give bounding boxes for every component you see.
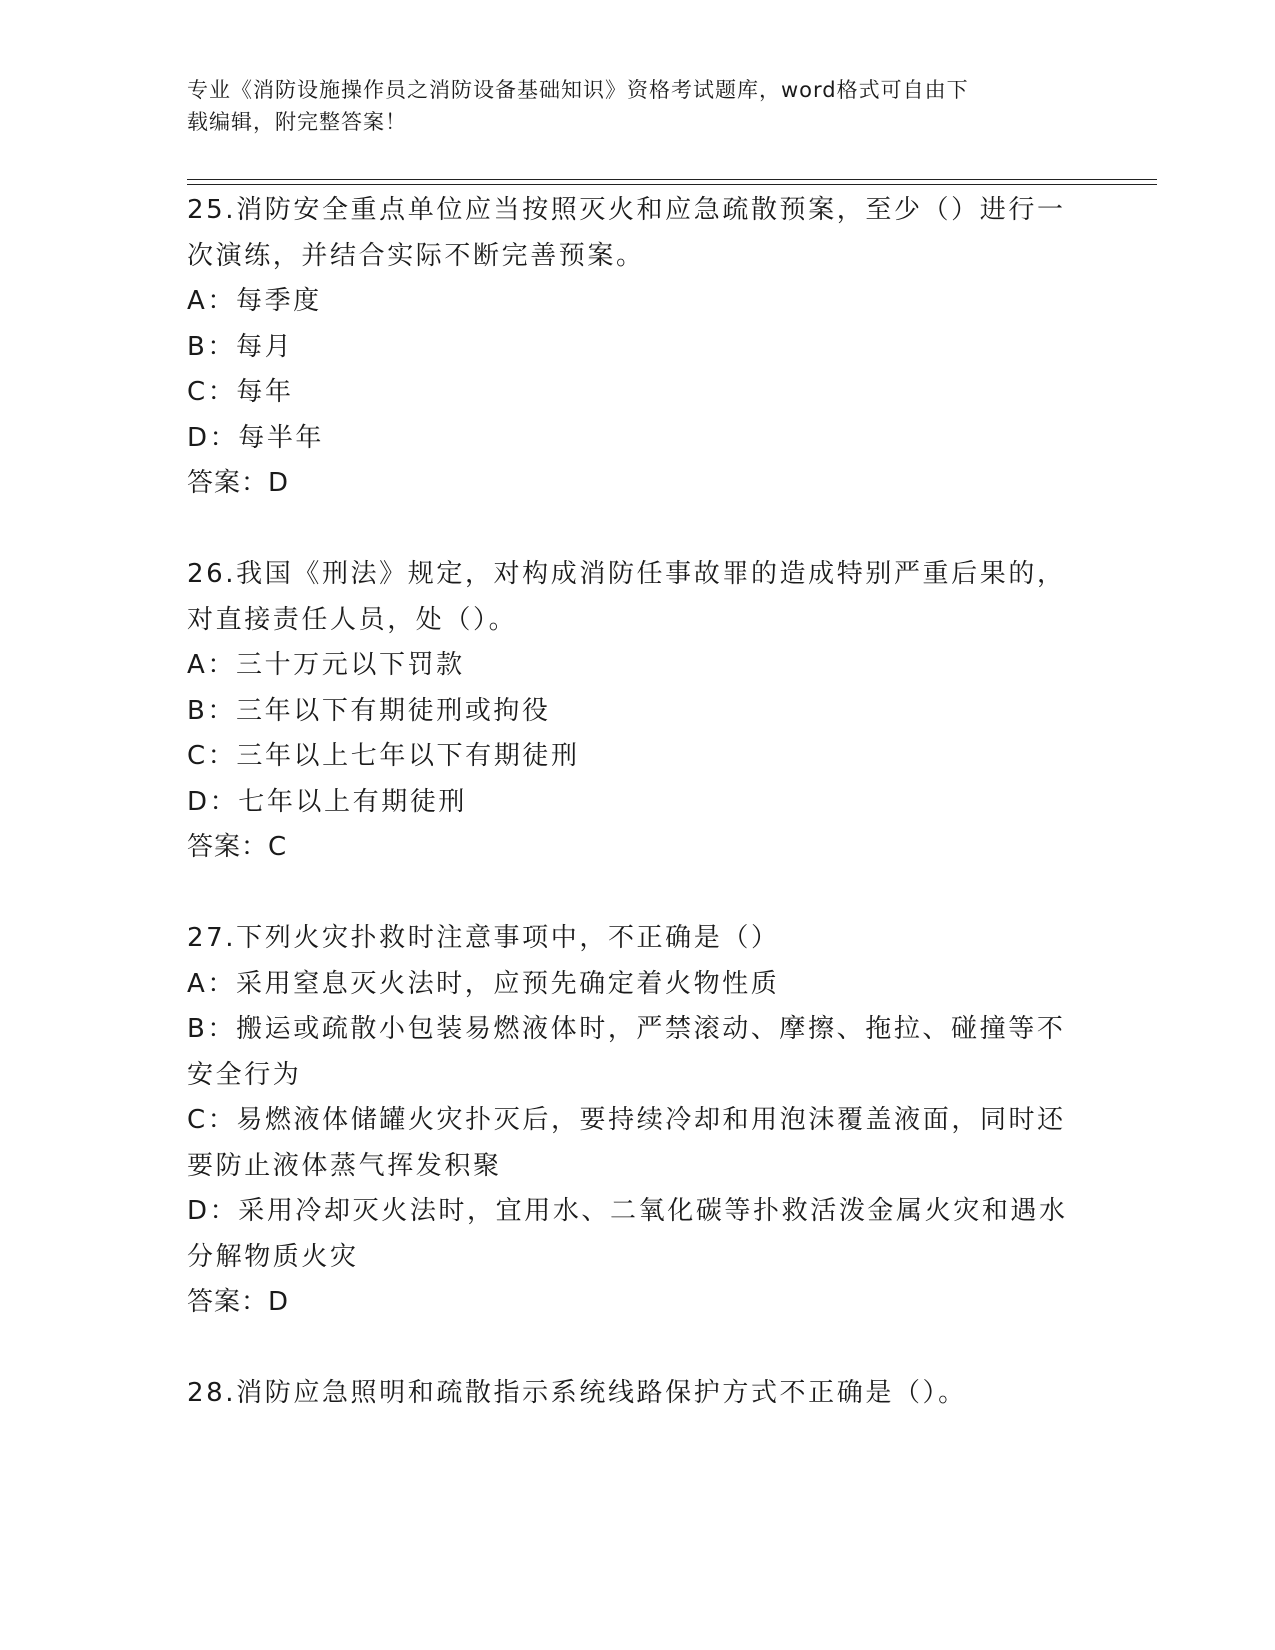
option-b: B：三年以下有期徒刑或拘役 <box>187 695 551 726</box>
option-a: A：三十万元以下罚款 <box>187 650 465 680</box>
option-a: A：采用窒息灭火法时，应预先确定着火物性质 <box>187 968 780 999</box>
header-line: 载编辑，附完整答案！ <box>187 110 407 134</box>
option-c: C：易燃液体储罐火灾扑灭后，要持续冷却和用泡沫覆盖液面，同时还 <box>187 1105 1066 1135</box>
question-stem: 26.我国《刑法》规定，对构成消防任事故罪的造成特别严重后果的， <box>187 559 1066 589</box>
option-c: C：三年以上七年以下有期徒刑 <box>187 741 580 771</box>
question-stem: 25.消防安全重点单位应当按照灭火和应急疏散预案，至少（）进行一 <box>187 195 1066 225</box>
question-28 <box>187 1371 1077 1417</box>
answer-text: 答案：D <box>187 468 290 498</box>
question-list <box>187 188 1077 1417</box>
option-b-continued: 安全行为 <box>187 1059 302 1090</box>
option-b: B：每月 <box>187 331 294 362</box>
header-divider <box>187 184 1157 185</box>
answer-text: 答案：C <box>187 832 288 862</box>
option-d: D：每半年 <box>187 422 325 453</box>
option-c: C：每年 <box>187 377 294 407</box>
header-line: 专业《消防设施操作员之消防设备基础知识》资格考试题库，word格式可自由下 <box>187 78 969 102</box>
header-divider <box>187 179 1157 180</box>
option-a: A：每季度 <box>187 286 322 316</box>
question-stem: 次演练，并结合实际不断完善预案。 <box>187 240 645 271</box>
option-d-continued: 分解物质火灾 <box>187 1241 359 1272</box>
option-d: D：采用冷却灭火法时，宜用水、二氧化碳等扑救活泼金属火灾和遇水 <box>187 1196 1068 1226</box>
answer-text: 答案：D <box>187 1287 290 1317</box>
question-26 <box>187 552 1077 871</box>
document-header <box>187 74 1067 138</box>
question-27 <box>187 916 1077 1326</box>
question-stem: 27.下列火灾扑救时注意事项中，不正确是（） <box>187 923 780 953</box>
question-25 <box>187 188 1077 507</box>
option-b: B：搬运或疏散小包装易燃液体时，严禁滚动、摩擦、拖拉、碰撞等不 <box>187 1014 1066 1044</box>
option-d: D：七年以上有期徒刑 <box>187 786 468 817</box>
option-c-continued: 要防止液体蒸气挥发积聚 <box>187 1150 502 1181</box>
question-stem: 对直接责任人员，处（）。 <box>187 604 518 635</box>
question-stem: 28.消防应急照明和疏散指示系统线路保护方式不正确是（）。 <box>187 1378 967 1408</box>
